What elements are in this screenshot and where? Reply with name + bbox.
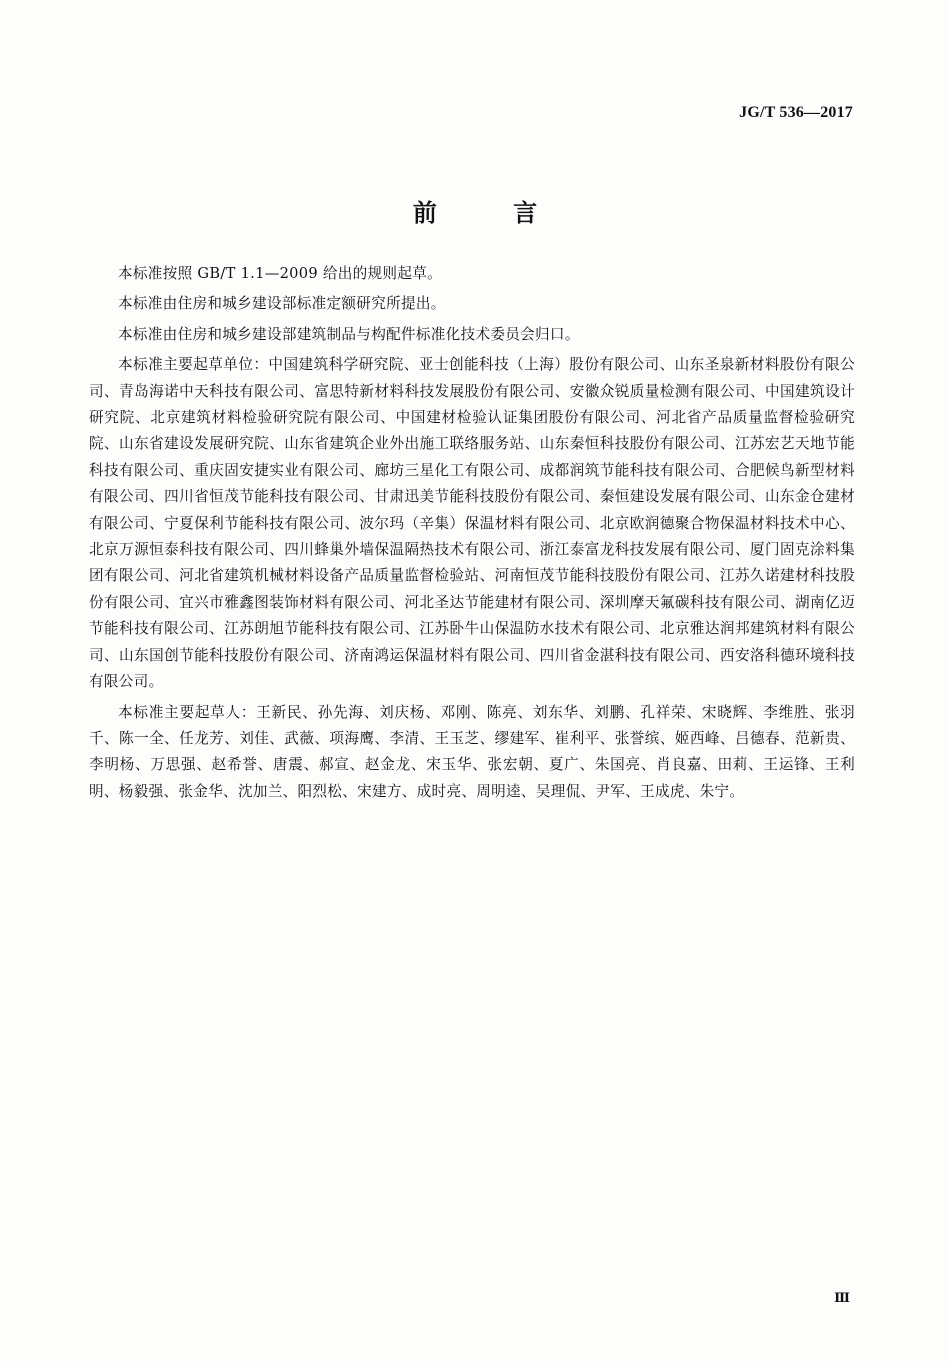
preface-body: [89, 261, 855, 809]
page-number: Ⅲ: [834, 1290, 849, 1305]
paragraph-drafters: 本标准主要起草人：王新民、孙先海、刘庆杨、邓刚、陈亮、刘东华、刘鹏、孔祥荣、宋晓辉、李维胜、张羽千、陈一全、任龙芳、刘佳、武薇、项海鹰、李清、王玉芝、缪建军、崔利平、张誉缤、姬西峰、吕德春、范新贵、李明杨、万思强、赵希誉、唐震、郝宣、赵金龙、宋玉华、张宏朝、夏广、朱国亮、肖良嘉、田莉、王运锋、王利明、杨毅强、张金华、沈加兰、阳烈松、宋建方、成时亮、周明逵、吴理侃、尹军、王成虎、朱宁。: [89, 703, 855, 800]
paragraph-proposed-by: 本标准由住房和城乡建设部标准定额研究所提出。: [118, 295, 446, 313]
paragraph-drafting-units: 本标准主要起草单位：中国建筑科学研究院、亚士创能科技（上海）股份有限公司、山东圣泉新材料股份有限公司、青岛海诺中天科技有限公司、富思特新材料科技发展股份有限公司、安徽众锐质量检测有限公司、中国建筑设计研究院、北京建筑材料检验研究院有限公司、中国建材检验认证集团股份有限公司、河北省产品质量监督检验研究院、山东省建设发展研究院、山东省建筑企业外出施工联络服务站、山东秦恒科技股份有限公司、江苏宏艺天地节能科技有限公司、重庆固安捷实业有限公司、廊坊三星化工有限公司、成都润筑节能科技有限公司、合肥候鸟新型材料有限公司、四川省恒茂节能科技有限公司、甘肃迅美节能科技股份有限公司、秦恒建设发展有限公司、山东金仓建材有限公司、宁夏保利节能科技有限公司、波尔玛（辛集）保温材料有限公司、北京欧润德聚合物保温材料技术中心、北京万源恒泰科技有限公司、四川蜂巢外墙保温隔热技术有限公司、浙江泰富龙科技发展有限公司、厦门固克涂料集团有限公司、河北省建筑机械材料设备产品质量监督检验站、河南恒茂节能科技股份有限公司、江苏久诺建材科技股份有限公司、宜兴市雅鑫图装饰材料有限公司、河北圣达节能建材有限公司、深圳摩天氟碳科技有限公司、湖南亿迈节能科技有限公司、江苏朗旭节能科技有限公司、江苏卧牛山保温防水技术有限公司、北京雅达润邦建筑材料有限公司、山东国创节能科技股份有限公司、济南鸿运保温材料有限公司、四川省金湛科技有限公司、西安洛科德环境科技有限公司。: [89, 356, 855, 691]
paragraph-drafting-rules: 本标准按照 GB/T 1.1—2009 给出的规则起草。: [118, 265, 443, 282]
standard-code: JG/T 536—2017: [739, 104, 853, 121]
paragraph-under-jurisdiction: 本标准由住房和城乡建设部建筑制品与构配件标准化技术委员会归口。: [118, 325, 580, 343]
page-title: 前 言: [412, 199, 572, 227]
